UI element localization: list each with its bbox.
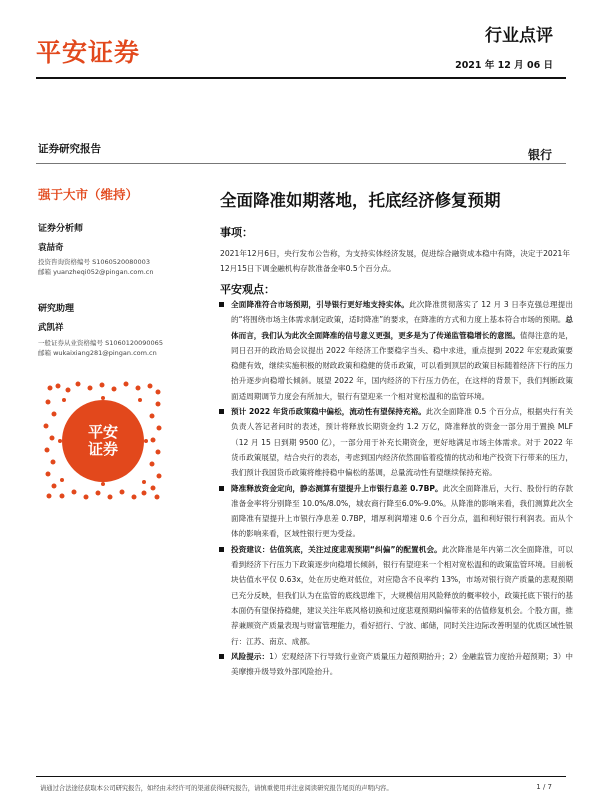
analyst-name: 袁喆奇 — [38, 243, 64, 253]
analyst-email[interactable]: 邮箱 yuanzheqi052@pingan.com.cn — [38, 268, 154, 276]
list-item: 风险提示：1）宏观经济下行导致行业资产质量压力超预期抬升；2）金融监管力度抬升超预期；3）中美摩擦升级导致外部风险抬升。 — [217, 649, 573, 680]
section-divider — [36, 163, 566, 164]
bullet-square-icon — [219, 409, 224, 414]
list-item: 预计 2022 年货币政策稳中偏松，流动性有望保持充裕。此次全面降准 0.5 个百分点，根据央行有关负责人答记者问时的表述，预计将释放长期资金约 1.2 万亿，降准释放的资金一部分用于置换 MLF（12 月 15 日到期 9500 亿），一部分用于补充长期资金，更好地满足市场主体需求。对于 2022 年货币政策展望，结合央行的表态，考虑到国内经济依然面临着疫情的扰动和地产投资下行带来的压力，我们预计我国货币政策将维持稳中偏松的基调，总量流动性有望继续保持充裕。 — [217, 404, 573, 480]
analyst-heading: 证券分析师 — [38, 224, 84, 234]
bullet-square-icon — [219, 654, 224, 659]
page-number: 1 / 7 — [536, 783, 552, 791]
footer-disclaimer: 请通过合法途径获取本公司研究报告，如经由未经许可的渠道获得研究报告，请慎重使用并注意阅读研究报告尾页的声明内容。 — [40, 785, 393, 792]
event-paragraph: 2021年12月6日，央行发布公告称，为支持实体经济发展，促进综合融资成本稳中有降，决定于2021年12月15日下调金融机构存款准备金率0.5个百分点。 — [220, 249, 570, 274]
event-heading: 事项： — [220, 226, 253, 239]
bullet-square-icon — [219, 302, 224, 307]
header-divider — [36, 77, 566, 79]
rating-label: 强于大市（维持） — [38, 187, 139, 202]
list-item: 投资建议：估值筑底，关注过度悲观预期“纠偏”的配置机会。此次降准是年内第二次全面降准，可以看到经济下行压力下政策逐步向稳增长倾斜，银行有望迎来一个相对宽松温和的政策监管环境。目前板块估值水平仅 0.63x，处在历史绝对低位，对应隐含不良率约 13%，市场对银行资产质量的悲观预期已充分反映，但我们认为在监管的底线思维下，大规模信用风险释放的概率较小，政策托底下银行的基本面仍有望保持稳健，建议关注年底风格切换和过度悲观预期纠偏带来的估值修复机会。个股方面，推荐兼顾资产质量表现与财富管理能力，看好招行、宁波、邮储，同时关注边际改善明显的优质区域性银行：江苏、南京、成都。 — [217, 542, 573, 649]
report-type-title: 行业点评 — [485, 26, 553, 46]
list-item: 降准释放资金定向，静态测算有望提升上市银行息差 0.7BP。此次全面降准后，大行、股份行的存款准备金率将分别降至 10.0%/8.0%，城农商行降至6.0%-9.0%。从降准的影响来看，我们测算此次全面降准有望提升上市银行净息差 0.7BP，增厚利润增速 0.6 个百分点，温和利好银行利润表。而从个体的影响来看，区域性银行更为受益。 — [217, 481, 573, 542]
bullet-square-icon — [219, 486, 224, 491]
report-title: 全面降准如期落地，托底经济修复预期 — [220, 191, 501, 210]
views-heading: 平安观点： — [220, 283, 275, 296]
qr-brand-badge — [62, 400, 144, 482]
qr-brand-line2: 证券 — [87, 440, 118, 458]
bullet-square-icon — [219, 547, 224, 552]
report-date: 2021 年 12 月 06 日 — [455, 60, 553, 71]
assistant-email[interactable]: 邮箱 wukaixiang281@pingan.com.cn — [38, 349, 157, 357]
assistant-cert: 一般证券从业资格编号 S1060120090065 — [38, 339, 163, 347]
assistant-name: 武凯祥 — [38, 323, 64, 333]
brand-logo: 平安证券 — [36, 38, 141, 67]
analyst-cert: 投资咨询资格编号 S1060520080003 — [38, 258, 150, 266]
qr-brand-line1: 平安 — [87, 423, 118, 441]
qr-code[interactable] — [40, 378, 166, 504]
views-list — [217, 297, 573, 679]
assistant-heading: 研究助理 — [38, 304, 75, 314]
sector-label: 银行 — [527, 148, 552, 162]
footer-divider — [36, 776, 566, 777]
list-item: 全面降准符合市场预期，引导银行更好地支持实体。此次降准贯彻落实了 12 月 3 日李克强总理提出的“将围绕市场主体需求制定政策，适时降准”的要求，在降准的方式和力度上基本符合市场的预期。总体而言，我们认为此次全面降准的信号意义更强，更多是为了传递监管稳增长的意图。值得注意的是，同日召开的政治局会议提出 2022 年经济工作要稳字当头、稳中求进，重点提到 2022 年宏观政策要稳健有效，继续实施积极的财政政策和稳健的货币政策，可以看到顶层的政策目标随着经济下行的压力抬升逐步向稳增长倾斜。展望 2022 年，国内经济的下行压力仍在，在这样的背景下，我们判断政策面适周期调节力度会有所加大，银行有望迎来一个相对宽松温和的监管环境。 — [217, 297, 573, 404]
report-category: 证券研究报告 — [38, 143, 101, 155]
